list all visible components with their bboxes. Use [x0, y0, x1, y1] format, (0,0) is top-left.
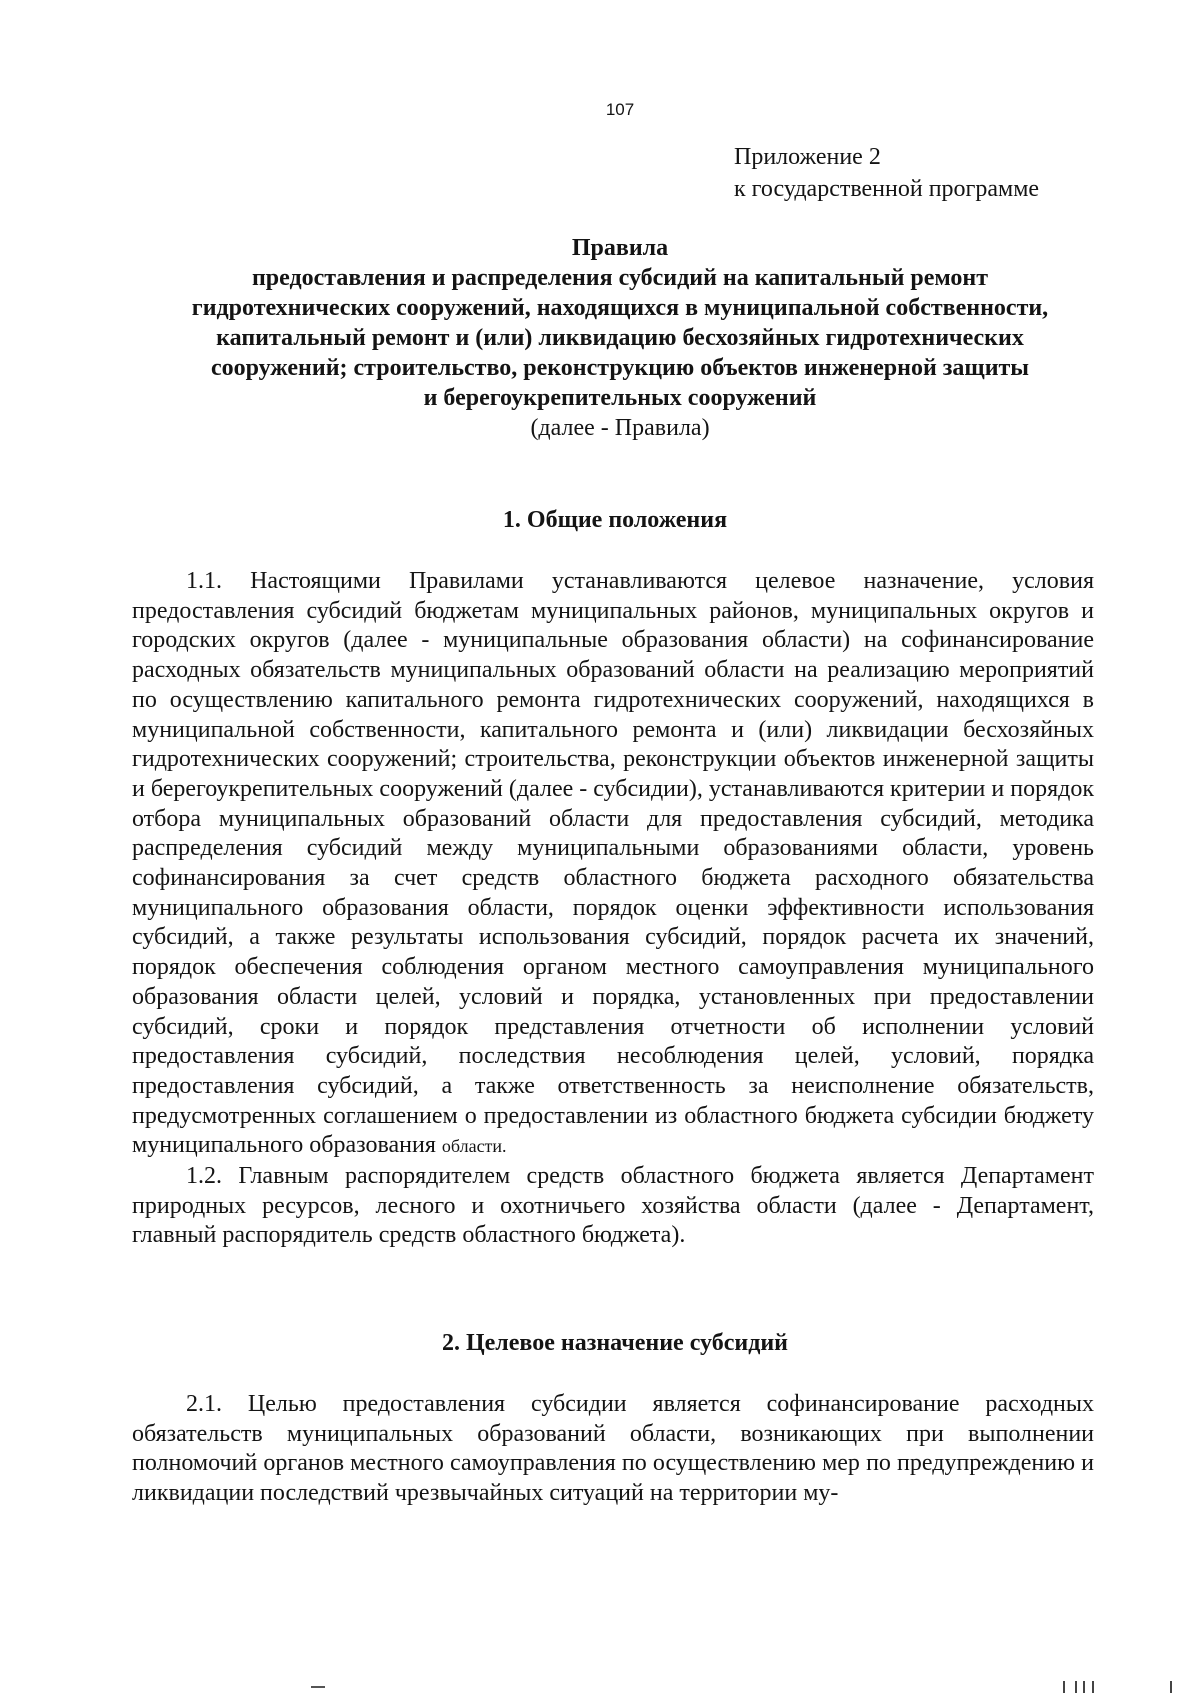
scan-artifact	[1170, 1681, 1172, 1693]
scan-artifact	[1083, 1681, 1085, 1693]
document-title	[120, 233, 1120, 443]
paragraph-tail: области.	[441, 1136, 507, 1157]
page-number: 107	[605, 100, 635, 119]
title-short-name: (далее - Правила)	[530, 415, 710, 441]
paragraph-text: 1.2. Главным распорядителем средств областного бюджета является Департамент природных ресурсов, лесного и охотничьего хозяйства области (далее - Департамент, главный распорядитель средств областного бюджета).	[132, 1163, 1094, 1249]
title-line: предоставления и распределения субсидий на капитальный ремонт	[251, 265, 989, 291]
title-line: сооружений; строительство, реконструкцию объектов инженерной защиты	[210, 355, 1030, 381]
section-body-general	[132, 567, 1094, 1251]
title-heading: Правила	[571, 235, 669, 261]
paragraph-1-1	[132, 567, 1094, 1162]
paragraph-text: 2.1. Целью предоставления субсидии является софинансирование расходных обязательств муниципальных образований области, возникающих при выполнении полномочий органов местного самоуправления по осуществлению мер по предупреждению и ликвидации последствий чрезвычайных ситуаций на территории му-	[132, 1391, 1094, 1507]
paragraph-2-1	[132, 1390, 1094, 1509]
paragraph-1-2	[132, 1162, 1094, 1251]
title-line: и берегоукрепительных сооружений	[423, 385, 817, 411]
title-line: гидротехнических сооружений, находящихся в муниципальной собственности,	[191, 295, 1049, 321]
title-line: капитальный ремонт и (или) ликвидацию бесхозяйных гидротехнических	[216, 325, 1024, 351]
appendix-program: к государственной программе	[734, 176, 1040, 202]
scan-artifact	[1092, 1681, 1094, 1693]
scan-artifact	[1063, 1681, 1065, 1693]
section-body-purpose	[132, 1390, 1094, 1509]
appendix-number: Приложение 2	[734, 144, 881, 170]
section-heading-purpose: 2. Целевое назначение субсидий	[441, 1330, 789, 1356]
section-heading-general: 1. Общие положения	[502, 507, 728, 533]
scan-artifact	[1075, 1681, 1077, 1693]
appendix-reference	[734, 141, 1039, 205]
paragraph-text: 1.1. Настоящими Правилами устанавливаются целевое назначение, условия предоставления субсидий бюджетам муниципальных районов, муниципальных округов и городских округов (далее - муниципальные образования области) на софинансирование расходных обязательств муниципальных образований области на реализацию мероприятий по осуществлению капитального ремонта гидротехнических сооружений, находящихся в муниципальной собственности, капитального ремонта и (или) ликвидации бесхозяйных гидротехнических сооружений; строительства, реконструкции объектов инженерной защиты и берегоукрепительных сооружений (далее - субсидии), устанавливаются критерии и порядок отбора муниципальных образований области для предоставления субсидий, методика распределения субсидий между муниципальными образованиями области, уровень софинансирования за счет средств областного бюджета расходного обязательства муниципального образования области, порядок оценки эффективности использования субсидий, а также результаты использования субсидий, порядок расчета их значений, порядок обеспечения соблюдения органом местного самоуправления муниципального образования области целей, условий и порядка, установленных при предоставлении субсидий, сроки и порядок представления отчетности об исполнении условий предоставления субсидий, последствия несоблюдения целей, условий, порядка предоставления субсидий, а также ответственность за неисполнение обязательств, предусмотренных соглашением о предоставлении из областного бюджета субсидии бюджету муниципального образования	[132, 568, 1094, 1159]
scan-artifact	[311, 1686, 325, 1688]
